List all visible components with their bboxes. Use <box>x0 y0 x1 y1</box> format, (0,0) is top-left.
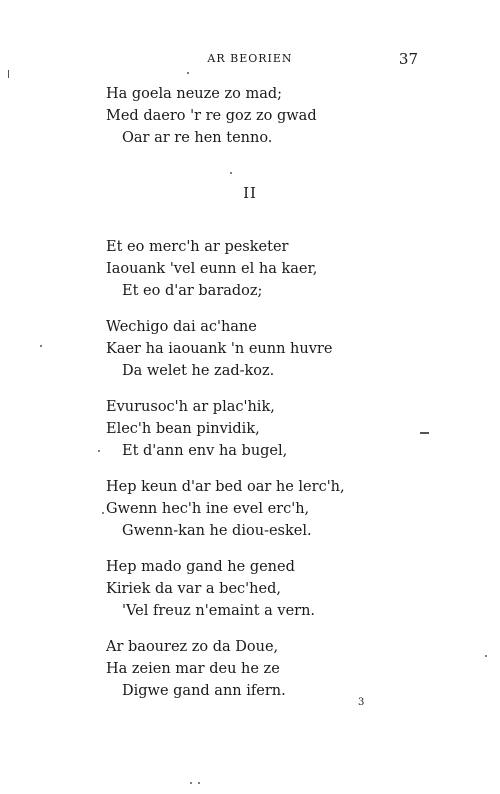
page-number: 37 <box>398 50 418 68</box>
verse-line: Et d'ann env ha bugel, <box>122 443 288 459</box>
print-speck <box>8 70 9 78</box>
signature-mark: 3 <box>358 697 365 708</box>
verse-line: Gwenn hec'h ine evel erc'h, <box>106 501 310 517</box>
verse-line: Oar ar re hen tenno. <box>122 130 273 146</box>
verse-line: Elec'h bean pinvidik, <box>106 421 260 437</box>
print-speck <box>102 512 104 514</box>
running-head <box>0 50 500 70</box>
verse-line: Med daero 'r re goz zo gwad <box>106 108 317 124</box>
print-speck <box>420 432 429 434</box>
print-speck <box>198 782 200 784</box>
verse-line: Kiriek da var a bec'hed, <box>106 581 281 597</box>
print-speck <box>190 782 192 784</box>
verse-line: Wechigo dai ac'hane <box>106 319 257 335</box>
verse-line: Hep keun d'ar bed oar he lerc'h, <box>106 479 345 495</box>
verse-line: Iaouank 'vel eunn el ha kaer, <box>106 261 318 277</box>
verse-line: Kaer ha iaouank 'n eunn huvre <box>106 341 333 357</box>
print-speck <box>98 450 100 452</box>
section-heading: II <box>243 184 257 202</box>
verse-line: Ha goela neuze zo mad; <box>106 86 283 102</box>
verse-line: Ar baourez zo da Doue, <box>106 639 279 655</box>
print-speck <box>230 172 232 174</box>
print-speck <box>485 655 487 657</box>
verse-line: Digwe gand ann ifern. <box>122 683 286 699</box>
print-speck <box>40 345 42 347</box>
verse-line: Gwenn-kan he diou-eskel. <box>122 523 312 539</box>
verse-line: Et eo d'ar baradoz; <box>122 283 263 299</box>
verse-line: Ha zeien mar deu he ze <box>106 661 280 677</box>
verse-line: Evurusoc'h ar plac'hik, <box>106 399 275 415</box>
verse-line: 'Vel freuz n'emaint a vern. <box>122 603 316 619</box>
running-title: AR BEORIEN <box>207 52 293 65</box>
verse-line: Et eo merc'h ar pesketer <box>106 239 289 255</box>
verse-line: Da welet he zad-koz. <box>122 363 275 379</box>
verse-line: Hep mado gand he gened <box>106 559 295 575</box>
print-speck <box>187 72 189 74</box>
